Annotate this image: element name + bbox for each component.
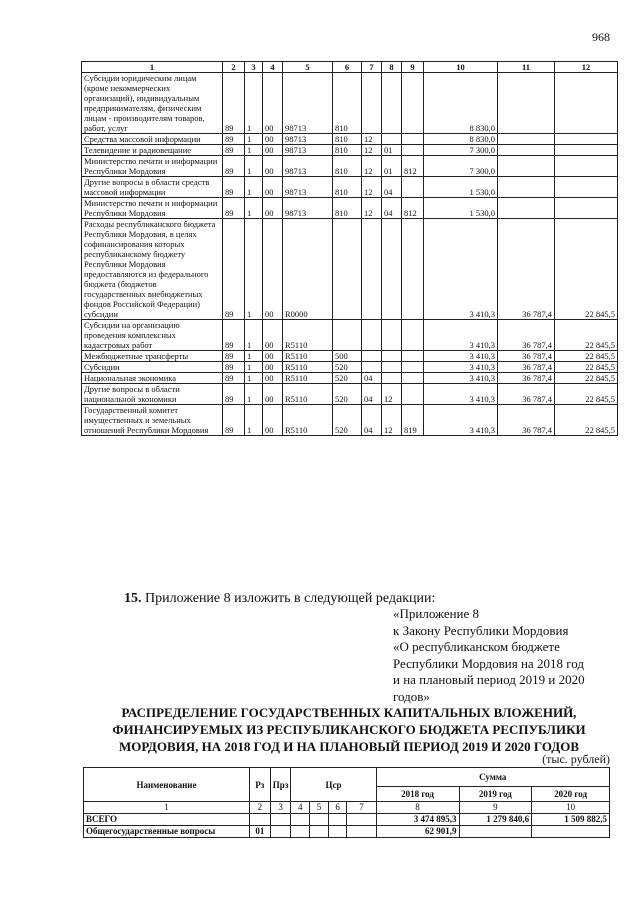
table-cell: [498, 73, 555, 134]
table-cell: 36 787,4: [498, 320, 555, 351]
table-cell: 520: [333, 362, 362, 373]
table-cell: [270, 814, 291, 826]
table-cell: 12: [362, 134, 382, 145]
table-cell: 36 787,4: [498, 373, 555, 384]
table-cell: 00: [263, 177, 283, 198]
table-cell: 00: [263, 373, 283, 384]
table-cell: [555, 156, 618, 177]
table-cell: 810: [333, 177, 362, 198]
budget-table-continuation: [81, 61, 618, 436]
table-cell: 1: [245, 219, 263, 320]
table-cell: [382, 134, 402, 145]
table-cell: 3 410,3: [424, 362, 498, 373]
table-cell: 3 474 895,3: [376, 814, 459, 826]
table-cell: 1: [245, 177, 263, 198]
table-row: [82, 351, 618, 362]
table-cell: 36 787,4: [498, 384, 555, 405]
column-number: 9: [402, 62, 424, 73]
appendix-line: «О республиканском бюджете: [393, 639, 560, 654]
table-cell: 89: [223, 373, 245, 384]
table-cell: 520: [333, 405, 362, 436]
appendix-line: к Закону Республики Мордовия: [393, 622, 569, 638]
table-row: [82, 373, 618, 384]
column-number: 10: [424, 62, 498, 73]
table-cell: 3 410,3: [424, 373, 498, 384]
table-cell: 520: [333, 384, 362, 405]
table-cell: 1: [245, 320, 263, 351]
row-name: Другие вопросы в области национальной экономики: [82, 384, 223, 405]
table-cell: 00: [263, 145, 283, 156]
table-cell: [347, 826, 376, 838]
table-cell: [362, 351, 382, 362]
table-cell: [382, 73, 402, 134]
table-cell: 1: [245, 362, 263, 373]
appendix-line: Республики Мордовия на 2018 год: [393, 655, 584, 671]
table-cell: R5110: [283, 362, 333, 373]
table-cell: R5110: [283, 351, 333, 362]
table-cell: 89: [223, 351, 245, 362]
row-name: Средства массовой информации: [82, 134, 223, 145]
table-cell: 1: [245, 384, 263, 405]
unit-label: (тыс. рублей): [542, 752, 610, 766]
table-cell: 810: [333, 134, 362, 145]
column-number: 10: [532, 802, 610, 814]
table-cell: 04: [382, 198, 402, 219]
table-cell: [291, 826, 310, 838]
column-number: 7: [347, 802, 376, 814]
header-rz: Рз: [249, 768, 270, 802]
table-cell: 810: [333, 156, 362, 177]
header-year-2019: 2019 год: [459, 787, 532, 802]
table-row: [82, 134, 618, 145]
table-cell: 89: [223, 73, 245, 134]
column-number: 4: [263, 62, 283, 73]
table-cell: [347, 814, 376, 826]
table-cell: 00: [263, 362, 283, 373]
title-line: ФИНАНСИРУЕМЫХ ИЗ РЕСПУБЛИКАНСКОГО БЮДЖЕТА РЕСПУБЛИКИ: [112, 722, 586, 737]
table-cell: 810: [333, 145, 362, 156]
table-cell: 12: [362, 177, 382, 198]
section-number: 15.: [124, 591, 142, 606]
capital-investment-table: [83, 767, 610, 838]
table-cell: 819: [402, 405, 424, 436]
table-cell: [402, 177, 424, 198]
table-cell: [498, 177, 555, 198]
table-row: [82, 177, 618, 198]
table-cell: 1: [245, 134, 263, 145]
appendix-reference: [393, 606, 613, 705]
column-number: 1: [82, 62, 223, 73]
table-cell: 520: [333, 373, 362, 384]
table-row: [82, 320, 618, 351]
column-number: 12: [555, 62, 618, 73]
table-cell: 12: [362, 198, 382, 219]
table-cell: [362, 362, 382, 373]
table-cell: 3 410,3: [424, 351, 498, 362]
table-cell: R5110: [283, 384, 333, 405]
table-cell: [310, 826, 329, 838]
table-cell: 3 410,3: [424, 405, 498, 436]
table-row: [82, 73, 618, 134]
table-cell: 810: [333, 73, 362, 134]
column-number: 7: [362, 62, 382, 73]
table-cell: 12: [362, 145, 382, 156]
table-cell: [333, 219, 362, 320]
table-cell: [382, 320, 402, 351]
document-title: [81, 704, 617, 755]
table-cell: 00: [263, 156, 283, 177]
table-cell: 04: [362, 373, 382, 384]
table-cell: [498, 198, 555, 219]
table-cell: [382, 219, 402, 320]
table-cell: 98713: [283, 73, 333, 134]
row-name: Межбюджетные трансферты: [82, 351, 223, 362]
table-cell: 04: [362, 384, 382, 405]
table-cell: [402, 362, 424, 373]
table-cell: 500: [333, 351, 362, 362]
table-cell: [498, 156, 555, 177]
column-number-row: [84, 802, 610, 814]
table-cell: [402, 373, 424, 384]
table-cell: 36 787,4: [498, 405, 555, 436]
table-row: [82, 198, 618, 219]
table-cell: 7 300,0: [424, 156, 498, 177]
header-year-2018: 2018 год: [376, 787, 459, 802]
table-cell: [328, 826, 347, 838]
table-cell: 22 845,5: [555, 320, 618, 351]
table-cell: 3 410,3: [424, 219, 498, 320]
table-cell: [402, 219, 424, 320]
table-cell: 00: [263, 198, 283, 219]
appendix-line: годов»: [393, 688, 430, 704]
table-cell: 89: [223, 362, 245, 373]
table-cell: 3 410,3: [424, 384, 498, 405]
row-name: Министерство печати и информации Республики Мордовия: [82, 156, 223, 177]
row-name: Общегосударственные вопросы: [84, 826, 250, 838]
row-name: Субсидии юридическим лицам (кроме некоммерческих организаций), индивидуальным предпринимателям, физическим лицам - производителям товаров, работ, услуг: [82, 73, 223, 134]
table-cell: [555, 145, 618, 156]
table-row: [84, 826, 610, 838]
row-name: Национальная экономика: [82, 373, 223, 384]
table-cell: 89: [223, 384, 245, 405]
table-cell: 01: [249, 826, 270, 838]
header-csr: Цср: [291, 768, 376, 802]
row-name: ВСЕГО: [84, 814, 250, 826]
table-cell: [382, 351, 402, 362]
table-cell: 98713: [283, 134, 333, 145]
table-cell: 36 787,4: [498, 219, 555, 320]
column-number: 8: [382, 62, 402, 73]
table-cell: [402, 134, 424, 145]
table-cell: [382, 373, 402, 384]
table-cell: 12: [382, 384, 402, 405]
table-cell: [362, 219, 382, 320]
table-cell: [402, 351, 424, 362]
table-cell: 1: [245, 145, 263, 156]
table-cell: 1 530,0: [424, 177, 498, 198]
table-cell: 1: [245, 198, 263, 219]
table-cell: [555, 73, 618, 134]
row-name: Расходы республиканского бюджета Республики Мордовия, в целях софинансирования которых республиканскому бюджету Республики Мордовия предоставляются из федерального бюджета (бюджетов государственных внебюджетных фондов Российской Федерации) субсидии: [82, 219, 223, 320]
table-cell: 89: [223, 219, 245, 320]
table-cell: 36 787,4: [498, 362, 555, 373]
appendix-line: и на плановый период 2019 и 2020: [393, 672, 585, 687]
table-cell: R5110: [283, 320, 333, 351]
table-cell: [333, 320, 362, 351]
column-number: 3: [270, 802, 291, 814]
table-cell: 812: [402, 156, 424, 177]
table-cell: [555, 134, 618, 145]
column-number: 11: [498, 62, 555, 73]
table-cell: 89: [223, 156, 245, 177]
column-number: 5: [310, 802, 329, 814]
table-row: [84, 814, 610, 826]
table-cell: [459, 826, 532, 838]
column-number: 1: [84, 802, 250, 814]
table-cell: 89: [223, 145, 245, 156]
header-sum: Сумма: [376, 768, 609, 787]
row-name: Другие вопросы в области средств массовой информации: [82, 177, 223, 198]
row-name: Субсидии: [82, 362, 223, 373]
section-heading: [124, 591, 435, 607]
column-number: 5: [283, 62, 333, 73]
table-cell: 7 300,0: [424, 145, 498, 156]
table-cell: 22 845,5: [555, 405, 618, 436]
column-number: 3: [245, 62, 263, 73]
table-cell: 04: [382, 177, 402, 198]
table-cell: [362, 73, 382, 134]
row-name: Государственный комитет имущественных и земельных отношений Республики Мордовия: [82, 405, 223, 436]
header-year-2020: 2020 год: [532, 787, 610, 802]
title-line: РАСПРЕДЕЛЕНИЕ ГОСУДАРСТВЕННЫХ КАПИТАЛЬНЫХ ВЛОЖЕНИЙ,: [121, 705, 577, 720]
table-row: [82, 405, 618, 436]
table-cell: 1: [245, 373, 263, 384]
table-cell: 89: [223, 198, 245, 219]
table-cell: 22 845,5: [555, 351, 618, 362]
column-number: 6: [333, 62, 362, 73]
row-name: Телевидение и радиовещание: [82, 145, 223, 156]
table-cell: [362, 320, 382, 351]
table-cell: 12: [362, 156, 382, 177]
table-cell: 00: [263, 73, 283, 134]
table-cell: 22 845,5: [555, 384, 618, 405]
table-cell: 00: [263, 405, 283, 436]
table-cell: 89: [223, 320, 245, 351]
table-cell: 8 830,0: [424, 134, 498, 145]
table-cell: [310, 814, 329, 826]
column-number: 8: [376, 802, 459, 814]
table-cell: 89: [223, 177, 245, 198]
table-cell: [532, 826, 610, 838]
column-number: 6: [328, 802, 347, 814]
table-cell: 98713: [283, 145, 333, 156]
section-text: Приложение 8 изложить в следующей редакции:: [145, 591, 436, 606]
table-cell: [555, 177, 618, 198]
table-cell: [498, 134, 555, 145]
table-cell: [382, 362, 402, 373]
table-cell: 98713: [283, 177, 333, 198]
table-cell: 98713: [283, 156, 333, 177]
table-cell: [249, 814, 270, 826]
table-cell: 22 845,5: [555, 362, 618, 373]
table-row: [82, 145, 618, 156]
table-cell: 00: [263, 320, 283, 351]
column-number: 2: [223, 62, 245, 73]
table-row: [82, 384, 618, 405]
table-cell: 1: [245, 156, 263, 177]
table-row: [82, 362, 618, 373]
table-cell: 1: [245, 351, 263, 362]
table-cell: [402, 145, 424, 156]
table-cell: [270, 826, 291, 838]
column-number-row: [82, 62, 618, 73]
header-name: Наименование: [84, 768, 250, 802]
table-cell: 98713: [283, 198, 333, 219]
table-cell: [555, 198, 618, 219]
table-cell: R5110: [283, 373, 333, 384]
table-cell: [291, 814, 310, 826]
table-cell: 00: [263, 384, 283, 405]
table-cell: 1: [245, 405, 263, 436]
appendix-line: «Приложение 8: [393, 606, 480, 621]
table-cell: 8 830,0: [424, 73, 498, 134]
table-cell: 01: [382, 145, 402, 156]
table-cell: 812: [402, 198, 424, 219]
table-cell: R5110: [283, 405, 333, 436]
title-line: МОРДОВИЯ, НА 2018 ГОД И НА ПЛАНОВЫЙ ПЕРИОД 2019 И 2020 ГОДОВ: [118, 739, 580, 754]
table-cell: 62 901,9: [376, 826, 459, 838]
table-cell: 00: [263, 219, 283, 320]
page-number: 968: [592, 30, 610, 44]
table-cell: [402, 384, 424, 405]
row-name: Субсидии на организацию проведения комплексных кадастровых работ: [82, 320, 223, 351]
table-row: [82, 219, 618, 320]
table-cell: 1 279 840,6: [459, 814, 532, 826]
column-number: 9: [459, 802, 532, 814]
table-row: [82, 156, 618, 177]
table-cell: 12: [382, 405, 402, 436]
header-prz: Прз: [270, 768, 291, 802]
table-cell: 00: [263, 134, 283, 145]
table-cell: 3 410,3: [424, 320, 498, 351]
table-cell: R0000: [283, 219, 333, 320]
table-cell: 1 530,0: [424, 198, 498, 219]
row-name: Министерство печати и информации Республики Мордовия: [82, 198, 223, 219]
table-cell: 04: [362, 405, 382, 436]
table-cell: 22 845,5: [555, 373, 618, 384]
table-cell: 89: [223, 405, 245, 436]
table-cell: 810: [333, 198, 362, 219]
table-cell: [402, 320, 424, 351]
column-number: 2: [249, 802, 270, 814]
table-cell: 89: [223, 134, 245, 145]
table-cell: [402, 73, 424, 134]
column-number: 4: [291, 802, 310, 814]
table-cell: 1: [245, 73, 263, 134]
table-cell: 36 787,4: [498, 351, 555, 362]
table-cell: 00: [263, 351, 283, 362]
table-cell: 1 509 882,5: [532, 814, 610, 826]
table-cell: 01: [382, 156, 402, 177]
table-cell: [328, 814, 347, 826]
table-cell: 22 845,5: [555, 219, 618, 320]
table-cell: [498, 145, 555, 156]
